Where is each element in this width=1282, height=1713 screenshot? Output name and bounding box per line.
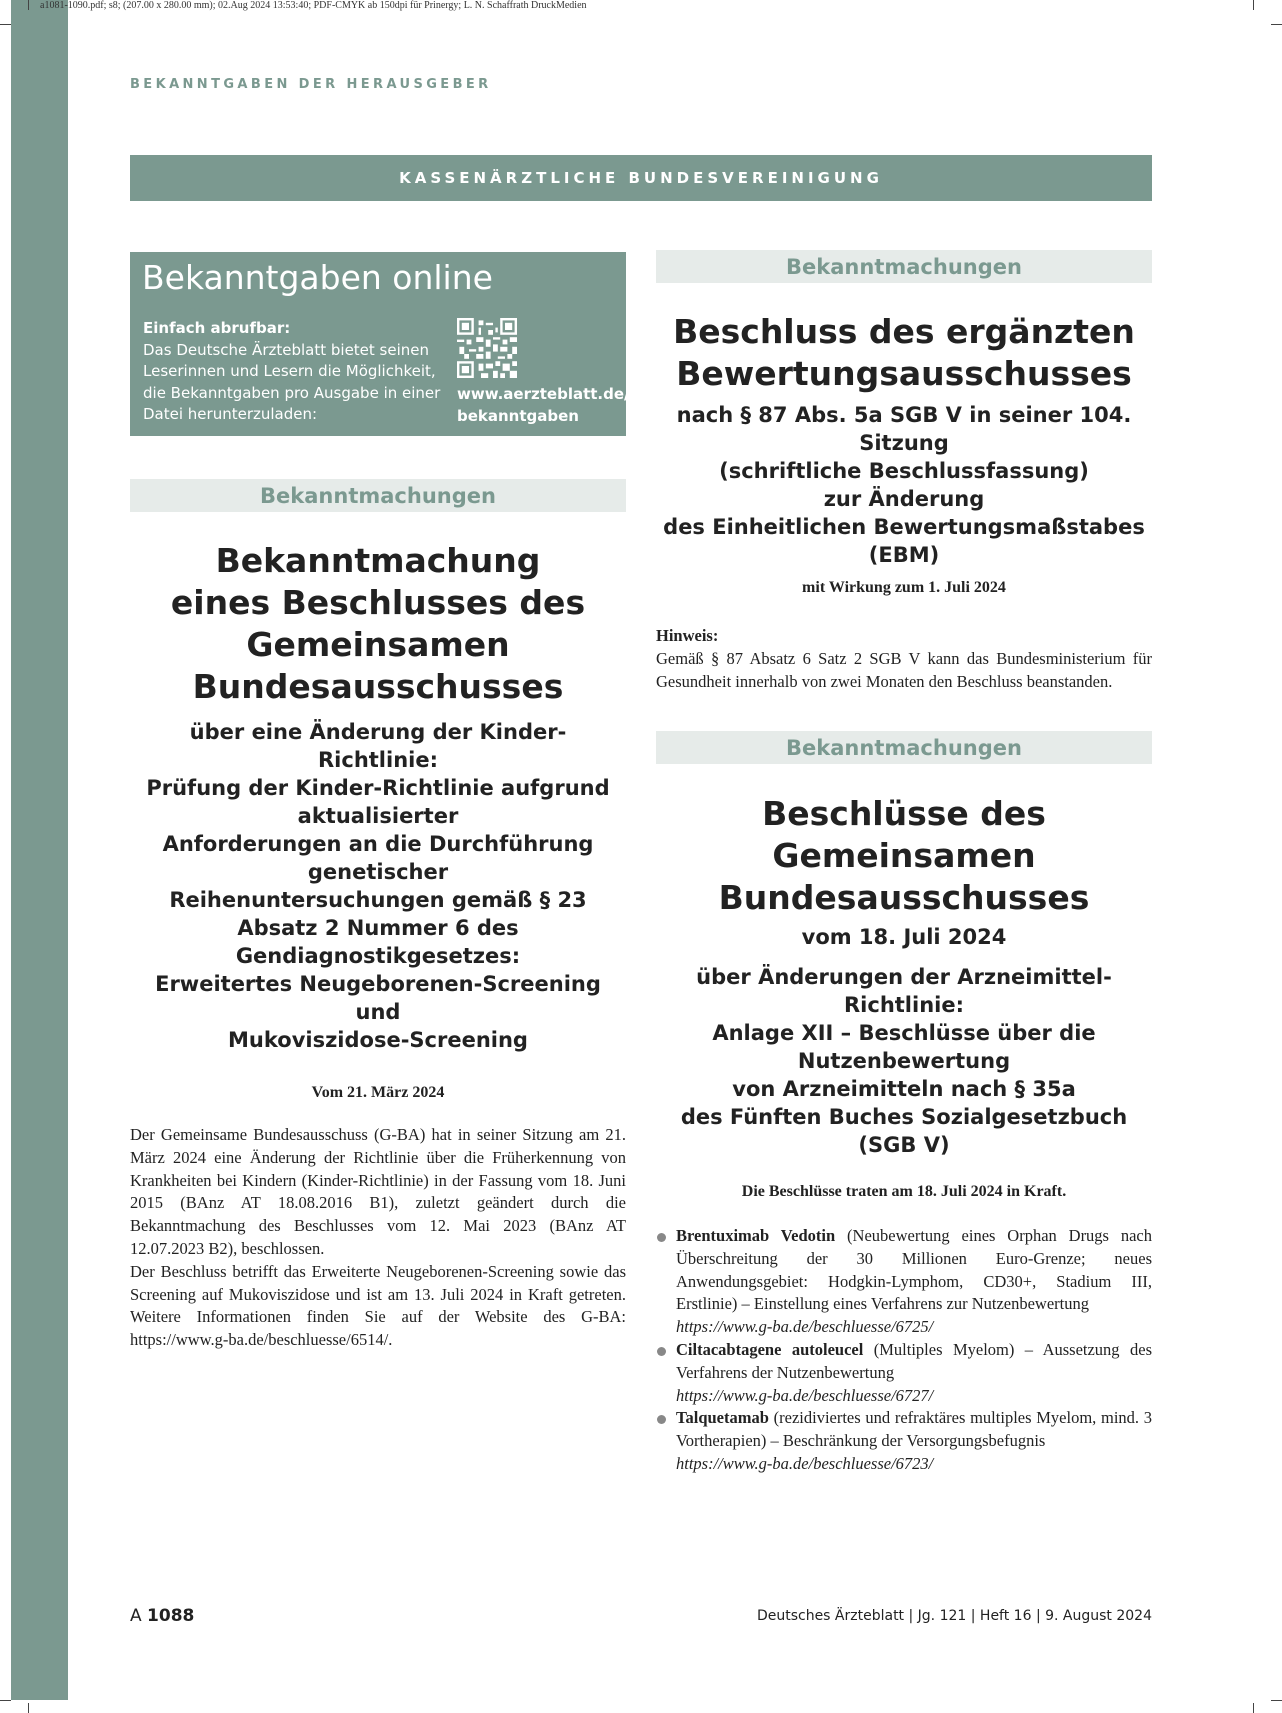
drug-description: (rezidiviertes und refraktäres multiples Myelom, mind. 3 Vortherapien) – Beschränkung der Versorgungsbefugnis — [676, 1408, 1152, 1451]
hint-text: Gemäß § 87 Absatz 6 Satz 2 SGB V kann das Bundesministerium für Gesundheit innerhalb von zwei Monaten den Beschluss beanstanden. — [656, 648, 1152, 691]
left-article-paragraph: Der Gemeinsame Bundesausschuss (G-BA) hat in seiner Sitzung am 21. März 2024 eine Änderung der Richtlinie über die Früherkennung von Krankheiten bei Kindern (Kinder-Richtlinie) in der Fassung vom 18. Juni 2015 (BAnz AT 18.08.2016 B1), zuletzt geändert durch die Bekanntmachung des Beschlusses vom 12. Mai 2023 (BAnz AT 12.07.2023 B2), beschlossen. — [130, 1125, 626, 1258]
right-article-1-subtitle — [656, 401, 1152, 569]
left-article — [130, 540, 626, 1352]
online-box-label: Einfach abrufbar: — [143, 319, 291, 337]
side-color-bar — [11, 0, 68, 1700]
left-article-paragraph: Der Beschluss betrifft das Erweiterte Neugeborenen-Screening sowie das Screening auf Mukoviszidose und ist am 13. Juli 2024 in Kraft getreten. Weitere Informationen finden Sie auf der Website des G-BA: https://www.g-ba.de/beschluesse/6514/. — [130, 1261, 626, 1350]
kbv-banner: KASSENÄRZTLICHE BUNDESVEREINIGUNG — [130, 155, 1152, 201]
crop-mark — [0, 24, 11, 25]
title-line: eines Beschlusses des — [170, 583, 586, 622]
subtitle-line: Anlage XII – Beschlüsse über die Nutzenbewertung — [712, 1021, 1096, 1073]
decision-link[interactable]: https://www.g-ba.de/beschluesse/6727/ — [676, 1385, 934, 1405]
left-article-date: Vom 21. März 2024 — [311, 1084, 445, 1101]
drug-name: Talquetamab — [676, 1408, 769, 1428]
right-article-1 — [656, 311, 1152, 693]
section-header-right-1: Bekanntmachungen — [656, 250, 1152, 283]
section-header-right-2: Bekanntmachungen — [656, 731, 1152, 764]
right-article-1-title — [656, 311, 1152, 395]
crop-mark — [1253, 0, 1254, 10]
subtitle-line: von Arzneimitteln nach § 35a — [732, 1077, 1076, 1101]
decision-link[interactable]: https://www.g-ba.de/beschluesse/6725/ — [676, 1317, 934, 1337]
left-article-subtitle — [130, 718, 626, 1054]
subtitle-line: Mukoviszidose-Screening — [228, 1028, 528, 1052]
online-url-line1[interactable]: www.aerzteblatt.de/ — [457, 385, 630, 403]
bullet-icon — [657, 1415, 666, 1424]
left-article-title — [130, 540, 626, 708]
subtitle-line: (schriftliche Beschlussfassung) — [719, 459, 1089, 483]
right-article-1-hint — [656, 625, 1152, 693]
online-box-text — [143, 318, 443, 426]
section-header-left: Bekanntmachungen — [130, 479, 626, 512]
bullet-icon — [657, 1347, 666, 1356]
right-article-1-effective: mit Wirkung zum 1. Juli 2024 — [802, 579, 1006, 596]
crop-mark — [1271, 24, 1282, 25]
crop-mark — [0, 1700, 11, 1701]
list-item — [656, 1339, 1152, 1407]
subtitle-line: Anforderungen an die Durchführung genetischer — [162, 832, 594, 884]
page-number — [130, 1606, 194, 1626]
crop-mark — [28, 0, 29, 10]
subtitle-line: Prüfung der Kinder-Richtlinie aufgrund aktualisierter — [146, 776, 610, 828]
subtitle-line: Erweitertes Neugeborenen-Screening und — [155, 972, 601, 1024]
drug-name: Ciltacabtagene autoleucel — [676, 1339, 864, 1359]
drug-name: Brentuximab Vedotin — [676, 1226, 836, 1245]
right-article-2-effective: Die Beschlüsse traten am 18. Juli 2024 in Kraft. — [741, 1183, 1067, 1200]
right-article-2-subtitle — [656, 963, 1152, 1159]
subtitle-line: Absatz 2 Nummer 6 des Gendiagnostikgesetzes: — [235, 916, 521, 968]
subtitle-line: über eine Änderung der Kinder-Richtlinie: — [189, 720, 567, 772]
subtitle-line: des Einheitlichen Bewertungsmaßstabes (EBM) — [663, 515, 1145, 567]
subtitle-line: über Änderungen der Arzneimittel-Richtlinie: — [696, 965, 1112, 1017]
subtitle-line: zur Änderung — [823, 487, 985, 511]
online-box-description: Das Deutsche Ärzteblatt bietet seinen Leserinnen und Lesern die Möglichkeit, die Bekanntgaben pro Ausgabe in einer Datei herunterzuladen: — [143, 340, 441, 423]
right-article-2-date: vom 18. Juli 2024 — [801, 925, 1007, 949]
page-number-value: 1088 — [147, 1606, 195, 1626]
title-line: Gemeinsamen Bundesausschusses — [192, 625, 564, 706]
page-prefix: A — [130, 1606, 148, 1626]
crop-mark — [28, 1703, 29, 1713]
right-article-2 — [656, 793, 1152, 1476]
right-article-2-title — [656, 793, 1152, 919]
drug-description: (Neubewertung eines Orphan Drugs nach Überschreitung der 30 Millionen Euro-Grenze; neues Anwendungsgebiet: Hodgkin-Lymphom, CD30+, Stadium III, Erstlinie) – Einstellung eines Verfahrens zur Nutzenbewertung — [676, 1226, 1152, 1314]
drug-description: (Multiples Myelom) – Aussetzung des Verfahrens der Nutzenbewertung — [676, 1339, 1152, 1382]
online-box-title: Bekanntgaben online — [142, 258, 493, 297]
online-box-url[interactable] — [457, 384, 630, 427]
journal-info: Deutsches Ärzteblatt | Jg. 121 | Heft 16 | 9. August 2024 — [756, 1608, 1152, 1624]
hint-label: Hinweis: — [656, 626, 719, 645]
title-line: Bewertungsausschusses — [676, 354, 1132, 393]
list-item — [656, 1407, 1152, 1475]
title-line: Bekanntmachung — [215, 541, 541, 580]
crop-mark — [1253, 1703, 1254, 1713]
online-url-line2[interactable]: bekanntgaben — [457, 406, 579, 425]
section-kicker: BEKANNTGABEN DER HERAUSGEBER — [130, 77, 492, 92]
title-line: Beschluss des ergänzten — [673, 312, 1135, 351]
crop-mark — [1271, 1700, 1282, 1701]
bullet-icon — [657, 1233, 666, 1242]
print-info-line: a1081-1090.pdf; s8; (207.00 x 280.00 mm); 02.Aug 2024 13:53:40; PDF-CMYK ab 150dpi für Prinergy; L. N. Schaffrath DruckMedien — [40, 0, 587, 11]
subtitle-line: Reihenuntersuchungen gemäß § 23 — [169, 888, 587, 912]
list-item — [656, 1225, 1152, 1339]
title-line: Bundesausschusses — [718, 878, 1090, 917]
qr-code-icon — [457, 318, 517, 378]
online-info-box — [130, 252, 630, 436]
decision-link[interactable]: https://www.g-ba.de/beschluesse/6723/ — [676, 1453, 934, 1473]
subtitle-line: des Fünften Buches Sozialgesetzbuch (SGB V) — [680, 1105, 1128, 1157]
left-article-body — [130, 1124, 626, 1352]
decision-list — [656, 1225, 1152, 1476]
title-line: Beschlüsse des Gemeinsamen — [762, 794, 1046, 875]
subtitle-line: nach § 87 Abs. 5a SGB V in seiner 104. Sitzung — [676, 403, 1132, 455]
